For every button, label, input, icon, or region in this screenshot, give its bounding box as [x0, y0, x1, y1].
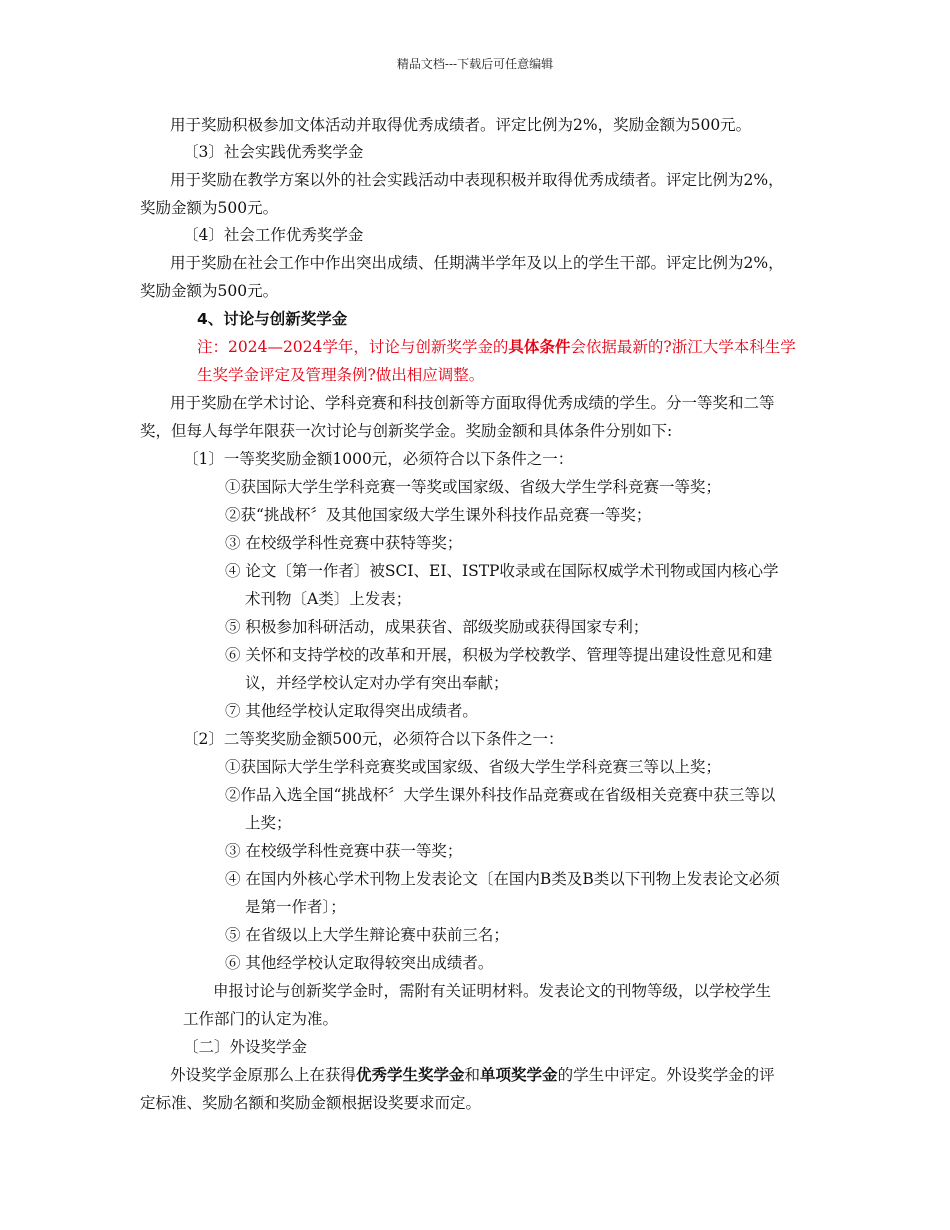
paragraph-line: 用于奖励在社会工作中作出突出成绩、任期满半学年及以上的学生干部。评定比例为2%， — [170, 254, 784, 272]
page-header: 精品文档---下载后可任意编辑 — [396, 57, 554, 71]
emphasis-single-item-scholarship: 单项奖学金 — [480, 1066, 558, 1084]
list-item: ④ 在国内外核心学术刊物上发表论文〔在国内B类及B类以下刊物上发表论文必须 — [225, 870, 780, 888]
paragraph-text: 外设奖学金原那么上在获得 — [170, 1066, 357, 1084]
paragraph-line: 奖励金额为500元。 — [140, 199, 279, 217]
sub-heading: 〔2〕二等奖奖励金额500元，必须符合以下条件之一： — [183, 730, 564, 748]
section-heading: 〔二〕外设奖学金 — [183, 1038, 308, 1056]
list-item: ①获国际大学生学科竞赛奖或国家级、省级大学生学科竞赛三等以上奖； — [225, 758, 722, 776]
section-heading: 〔4〕社会工作优秀奖学金 — [183, 226, 364, 244]
paragraph-line — [170, 1065, 775, 1085]
section-heading-bold: 4、讨论与创新奖学金 — [197, 310, 348, 328]
paragraph-line: 定标准、奖励名额和奖励金额根据设奖要求而定。 — [140, 1094, 482, 1112]
paragraph-line: 奖励金额为500元。 — [140, 282, 279, 300]
list-item: ③ 在校级学科性竞赛中获一等奖； — [225, 842, 463, 860]
paragraph-line: 用于奖励在教学方案以外的社会实践活动中表现积极并取得优秀成绩者。评定比例为2%， — [170, 171, 784, 189]
paragraph-text: 的学生中评定。外设奖学金的评 — [557, 1066, 775, 1084]
paragraph-text: 和 — [464, 1066, 481, 1084]
list-item: ②获“挑战杯〞及其他国家级大学生课外科技作品竞赛一等奖； — [225, 506, 652, 524]
list-item: ①获国际大学生学科竞赛一等奖或国家级、省级大学生学科竞赛一等奖； — [225, 478, 722, 496]
note-text: 注：2024—2024学年，讨论与创新奖学金的 — [197, 338, 509, 356]
section-heading: 〔3〕社会实践优秀奖学金 — [183, 143, 364, 161]
list-item: ④ 论文〔第一作者〕被SCI、EI、ISTP收录或在国际权威学术刊物或国内核心学 — [225, 562, 779, 580]
list-item: ②作品入选全国“挑战杯〞大学生课外科技作品竞赛或在省级相关竞赛中获三等以 — [225, 786, 776, 804]
sub-heading: 〔1〕一等奖奖励金额1000元，必须符合以下条件之一： — [183, 450, 574, 468]
list-item-continuation: 术刊物〔A类〕上发表； — [245, 590, 412, 608]
emphasis-excellent-student-scholarship: 优秀学生奖学金 — [356, 1066, 465, 1084]
paragraph-line: 申报讨论与创新奖学金时，需附有关证明材料。发表论文的刊物等级，以学校学生 — [213, 982, 772, 1000]
red-note-line: 生奖学金评定及管理条例?做出相应调整。 — [197, 366, 485, 384]
list-item: ⑤ 在省级以上大学生辩论赛中获前三名； — [225, 926, 509, 944]
list-item: ⑤ 积极参加科研活动，成果获省、部级奖励或获得国家专利； — [225, 618, 649, 636]
paragraph-line: 用于奖励在学术讨论、学科竞赛和科技创新等方面取得优秀成绩的学生。分一等奖和二等 — [170, 394, 775, 412]
list-item: ⑦ 其他经学校认定取得突出成绩者。 — [225, 702, 478, 720]
list-item: ⑥ 其他经学校认定取得较突出成绩者。 — [225, 954, 494, 972]
paragraph-line: 用于奖励积极参加文体活动并取得优秀成绩者。评定比例为2%，奖励金额为500元。 — [170, 116, 752, 134]
list-item-continuation: 上奖； — [245, 814, 292, 832]
paragraph-line: 奖，但每人每学年限获一次讨论与创新奖学金。奖励金额和具体条件分别如下: — [140, 422, 673, 440]
list-item-continuation: 议，并经学校认定对办学有突出奉献； — [245, 674, 509, 692]
paragraph-line: 工作部门的认定为准。 — [183, 1010, 339, 1028]
list-item: ③ 在校级学科性竞赛中获特等奖； — [225, 534, 463, 552]
note-text: 会依据最新的?浙江大学本科生学 — [570, 338, 796, 356]
list-item: ⑥ 关怀和支持学校的改革和开展，积极为学校教学、管理等提出建设性意见和建 — [225, 646, 773, 664]
list-item-continuation: 是第一作者〕； — [245, 898, 346, 916]
note-emphasis: 具体条件 — [508, 337, 571, 356]
red-note-line — [197, 337, 796, 357]
